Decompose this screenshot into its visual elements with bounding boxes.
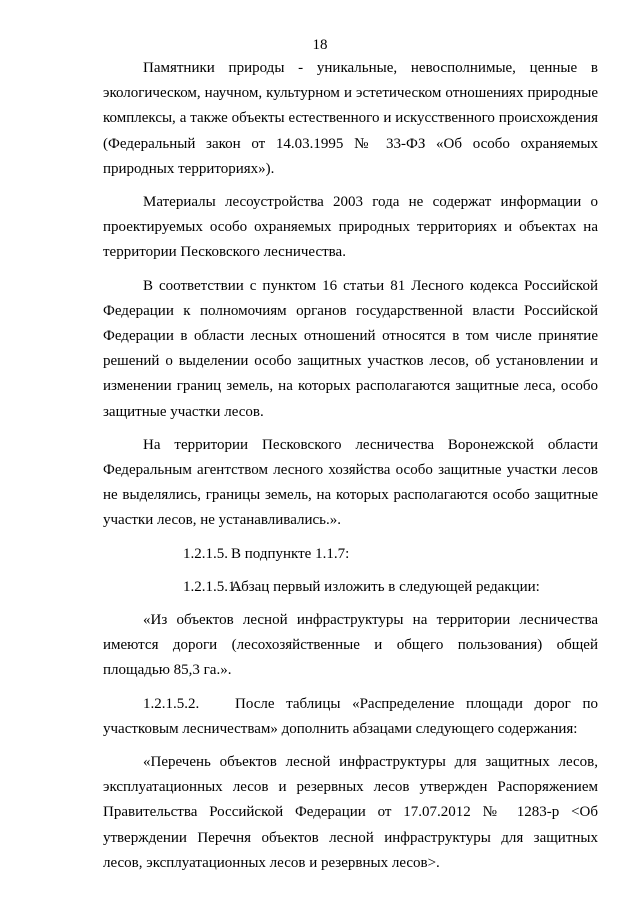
paragraph-protected-plots: На территории Песковского лесничества Воронежской области Федеральным агентством лесного хозяйства особо защитные участки лесов не выделялись, границы земель, на которых располагаются особо защитные участки лесов, не устанавливались.». <box>103 436 598 529</box>
paragraph-forest-code-article: В соответствии с пунктом 16 статьи 81 Лесного кодекса Российской Федерации к полномочиям органов государственной власти Российской Федерации в области лесных отношений относятся в том числе принятие решений о выделении особо защитных участков лесов, об установлении и изменении границ земель, на которых располагаются защитные леса, особо защитные участки лесов. <box>103 277 598 420</box>
paragraph-nature-monuments: Памятники природы - уникальные, невосполнимые, ценные в экологическом, научном, культурном и эстетическом отношениях природные комплексы, а также объекты естественного и искусственного происхождения (Федеральный закон от 14.03.1995 № 33-ФЗ «Об особо охраняемых природных территориях»). <box>103 60 598 177</box>
item-1-2-1-5-2 <box>103 692 598 742</box>
item-text: Абзац первый изложить в следующей редакции: <box>231 578 540 595</box>
item-text: После таблицы «Распределение площади дорог по участковым лесничествам» дополнить абзацами следующего содержания: <box>103 695 598 737</box>
item-number: 1.2.1.5.1. <box>183 578 240 595</box>
item-text: В подпункте 1.1.7: <box>231 545 350 562</box>
quote-roads-area: «Из объектов лесной инфраструктуры на территории лесничества имеются дороги (лесохозяйственные и общего пользования) общей площадью 85,3 га.». <box>103 612 598 679</box>
item-1-2-1-5-1 <box>103 575 598 600</box>
page-number: 18 <box>312 37 328 53</box>
item-number: 1.2.1.5. <box>183 545 228 562</box>
item-number: 1.2.1.5.2. <box>143 695 200 712</box>
quote-infrastructure-list: «Перечень объектов лесной инфраструктуры для защитных лесов, эксплуатационных лесов и резервных лесов утвержден Распоряжением Правительства Российской Федерации от 17.07.2012 № 1283-р <Об утверждении Перечня объектов лесной инфраструктуры для защитных лесов, эксплуатационных лесов и резервных лесов>. <box>103 754 598 871</box>
document-body <box>103 56 598 884</box>
item-1-2-1-5 <box>103 542 598 567</box>
paragraph-forest-management-materials: Материалы лесоустройства 2003 года не содержат информации о проектируемых особо охраняемых природных территориях и объектах на территории Песковского лесничества. <box>103 194 598 261</box>
